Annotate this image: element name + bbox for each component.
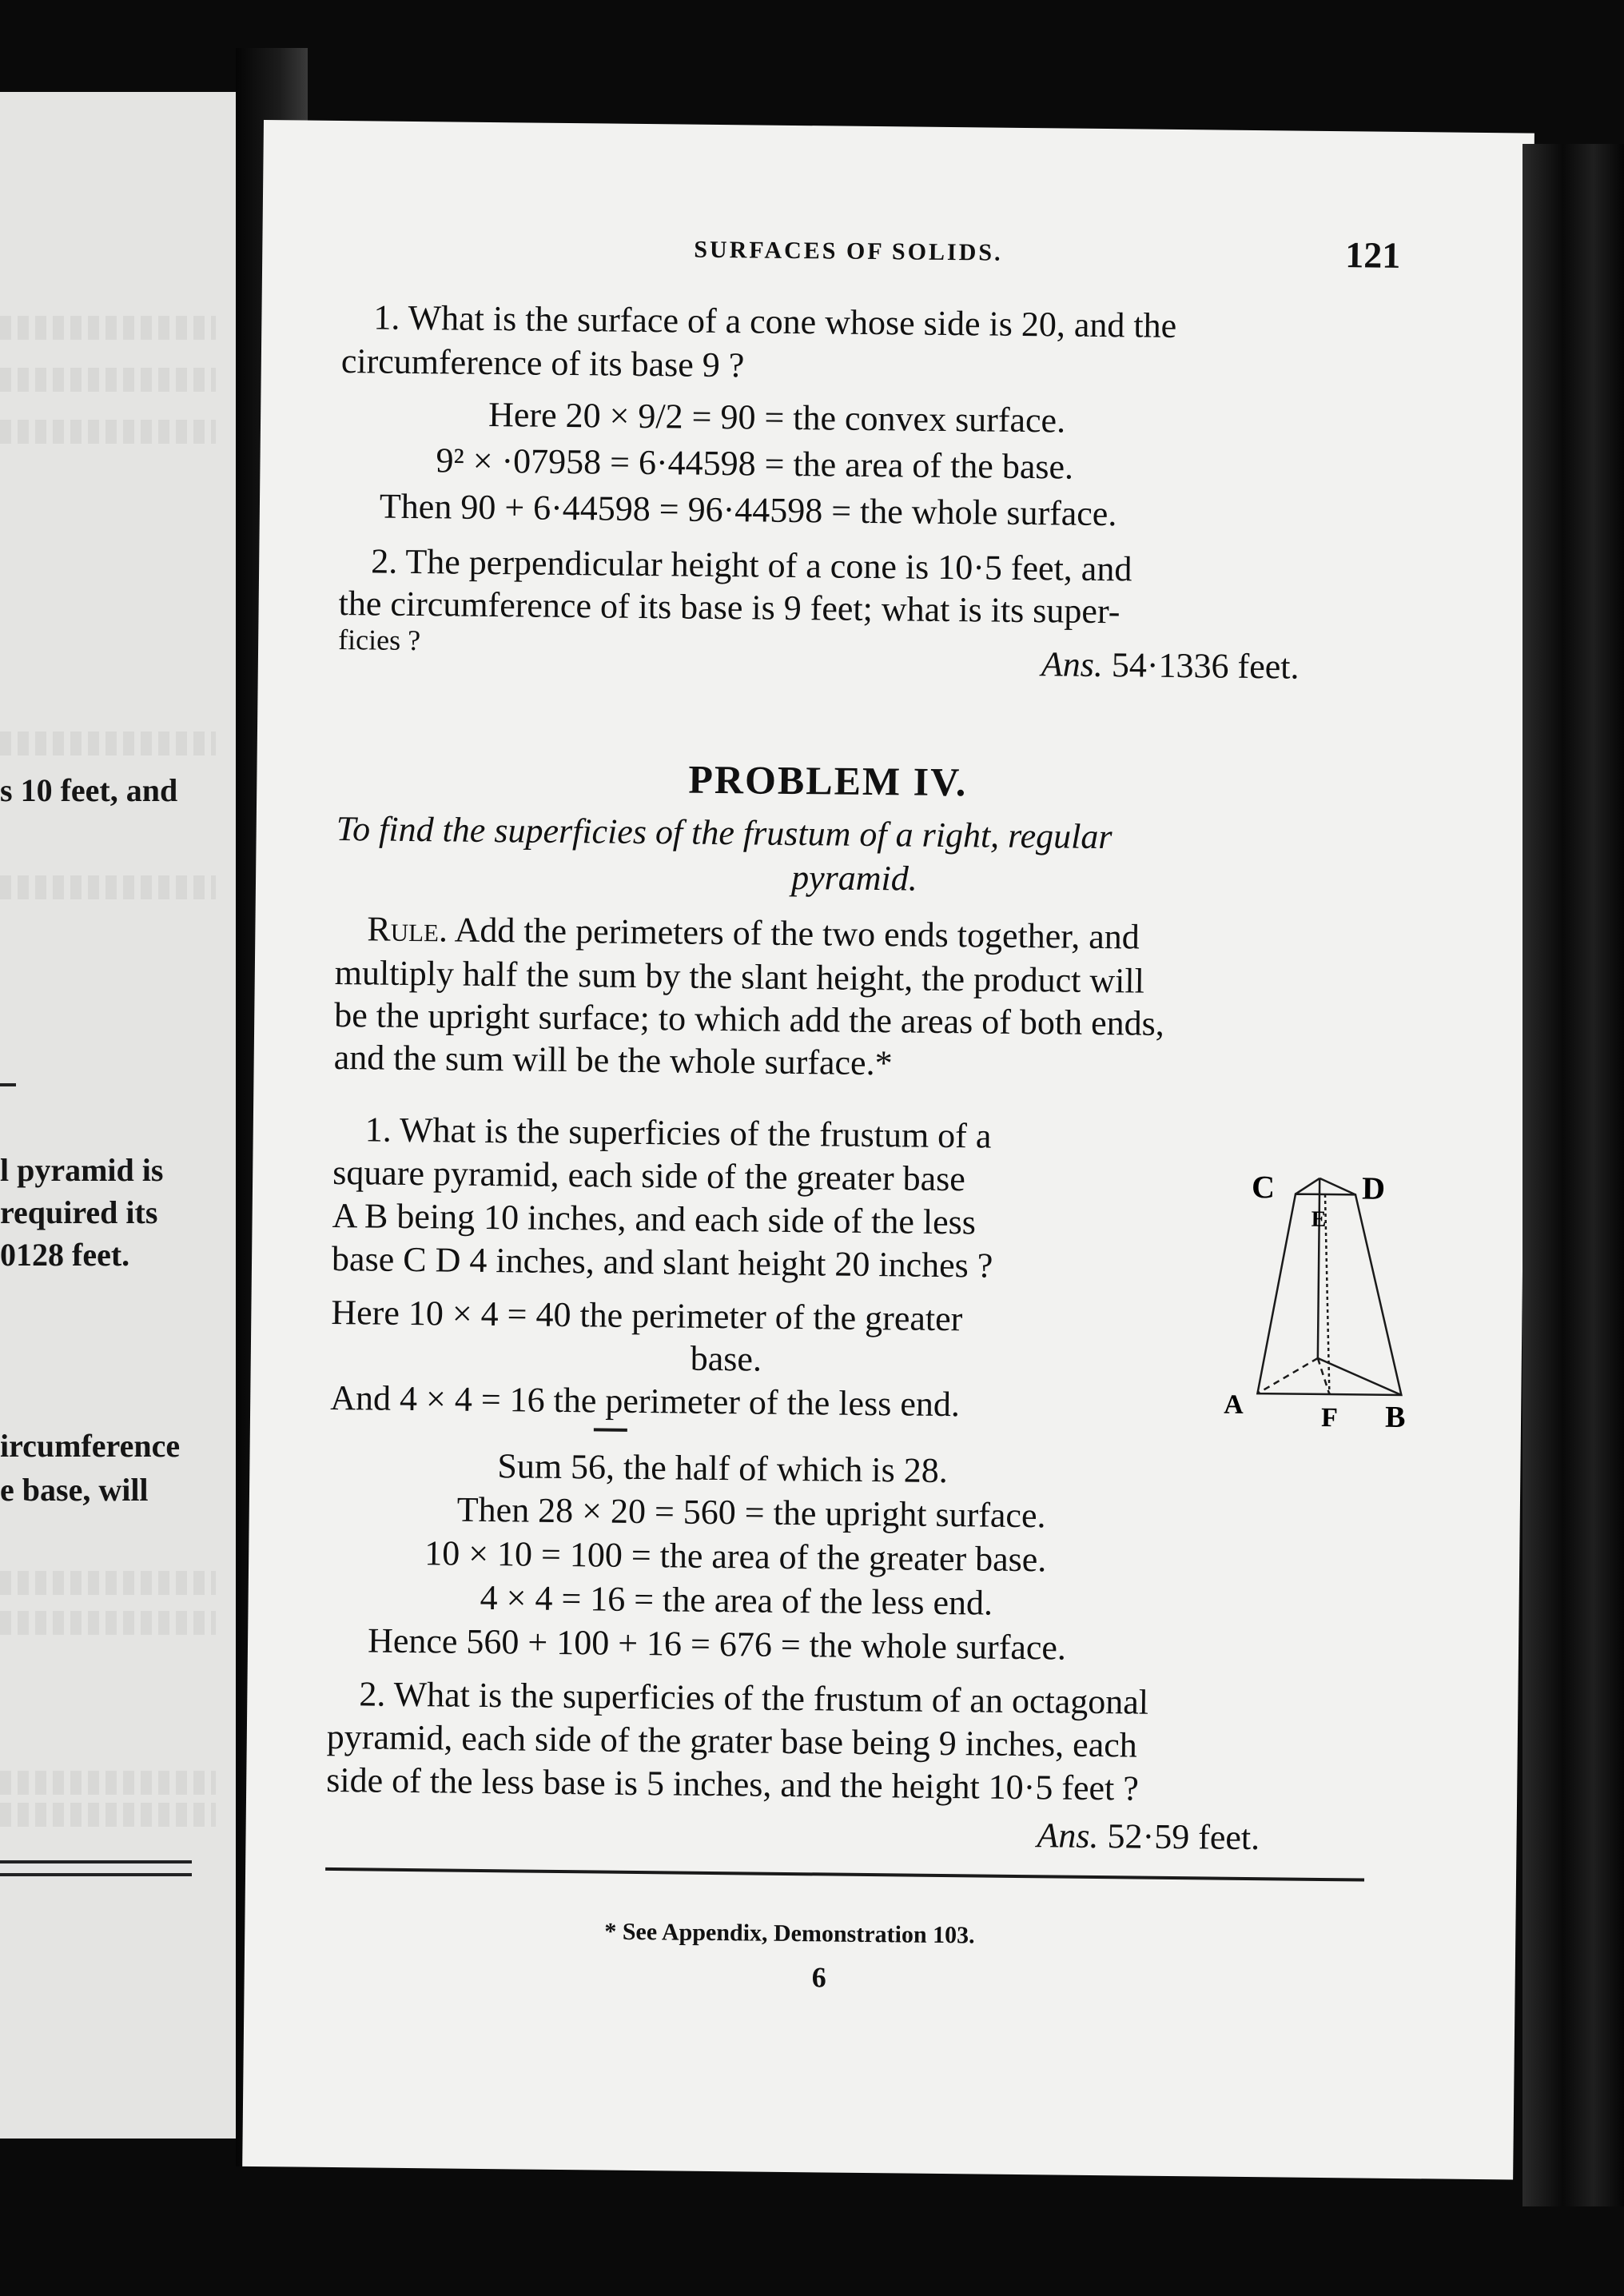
work-line: base. (690, 1338, 762, 1379)
question-line: square pyramid, each side of the greater base (332, 1152, 966, 1199)
faint-text-line (0, 420, 216, 444)
faint-text-line (0, 731, 216, 755)
work-line: Here 10 × 4 = 40 the perimeter of the greater (331, 1292, 963, 1339)
answer (1037, 1815, 1260, 1860)
question-line: base C D 4 inches, and slant height 20 inches ? (331, 1238, 993, 1286)
frustum-edge (1317, 1358, 1401, 1395)
problem-heading: PROBLEM IV. (688, 756, 968, 805)
page-content (326, 121, 1431, 1994)
problem-statement: To find the superficies of the frustum of a right, regular (336, 808, 1113, 857)
page-edge-shadow (1522, 144, 1624, 2206)
faint-text-line (0, 875, 216, 899)
question-line: pyramid, each side of the grater base being 9 inches, each (326, 1716, 1138, 1765)
rule-line (367, 908, 1140, 959)
work-line: And 4 × 4 = 16 the perimeter of the less end. (330, 1377, 961, 1425)
footnote-rule (325, 1867, 1364, 1882)
rule-line: be the upright surface; to which add the areas of both ends, (334, 995, 1165, 1043)
answer-value: 54·1336 feet. (1111, 645, 1300, 687)
question-line: A B being 10 inches, and each side of the less (332, 1195, 977, 1242)
footnote: * See Appendix, Demonstration 103. (604, 1918, 975, 1949)
faint-text-line (0, 368, 216, 392)
rule-label: Rule. (367, 909, 448, 950)
question-line: side of the less base is 5 inches, and the height 10·5 feet ? (326, 1760, 1140, 1808)
rule-line: and the sum will be the whole surface.* (333, 1037, 893, 1083)
left-fragment: required its (0, 1194, 158, 1230)
rule-text: Add the perimeters of the two ends together, and (454, 910, 1140, 957)
work-line: Hence 560 + 100 + 16 = 676 = the whole surface. (367, 1620, 1067, 1668)
question-line: the circumference of its base is 9 feet; what is its super- (338, 584, 1120, 632)
answer-label: Ans. (1037, 1816, 1099, 1856)
page-number: 121 (1345, 234, 1401, 276)
faint-text-line (0, 1571, 216, 1595)
left-fragment: ircumference (0, 1428, 181, 1464)
work-line: 10 × 10 = 100 = the area of the greater base. (424, 1533, 1047, 1580)
label-c: C (1251, 1169, 1276, 1206)
faint-text-line (0, 1611, 216, 1635)
question-line: 1. What is the surface of a cone whose side is 20, and the (373, 297, 1177, 345)
faint-text-line (0, 316, 216, 340)
left-fragment: 0128 feet. (0, 1237, 130, 1273)
question-line: ficies ? (337, 624, 421, 657)
running-title: SURFACES OF SOLIDS. (694, 236, 1003, 266)
question-line: 2. What is the superficies of the frustum of an octagonal (359, 1674, 1149, 1722)
work-line: Then 90 + 6·44598 = 96·44598 = the whole surface. (379, 486, 1117, 534)
left-rule (0, 1083, 16, 1086)
faint-text-line (0, 1771, 216, 1795)
rule-line: multiply half the sum by the slant height, the product will (334, 952, 1145, 1001)
left-fragment: e base, will (0, 1472, 149, 1508)
left-rule (0, 1873, 192, 1876)
problem-statement: pyramid. (790, 857, 918, 899)
book-page (242, 120, 1534, 2180)
frustum-edge (1318, 1178, 1320, 1358)
work-line: Here 20 × 9/2 = 90 = the convex surface. (488, 394, 1066, 440)
left-facing-page (0, 92, 236, 2139)
sum-rule (594, 1428, 627, 1431)
work-line: 4 × 4 = 16 = the area of the less end. (480, 1577, 993, 1623)
work-line: Sum 56, the half of which is 28. (497, 1446, 949, 1491)
work-line: Then 28 × 20 = 560 = the upright surface. (456, 1489, 1046, 1536)
answer-label: Ans. (1041, 644, 1104, 685)
hidden-edge (1257, 1357, 1317, 1394)
question-line: 2. The perpendicular height of a cone is 10·5 feet, and (370, 541, 1132, 589)
frustum-diagram (1217, 1154, 1412, 1443)
frustum-edge (1296, 1178, 1320, 1194)
faint-text-line (0, 1803, 216, 1827)
frustum-edge (1320, 1178, 1355, 1194)
left-fragment: l pyramid is (0, 1152, 164, 1188)
question-line: circumference of its base 9 ? (340, 341, 745, 385)
label-d: D (1361, 1170, 1386, 1206)
question-line: 1. What is the superficies of the frustum of a (364, 1110, 992, 1156)
signature-mark: 6 (811, 1961, 826, 1994)
label-a: A (1224, 1389, 1244, 1420)
answer-value: 52·59 feet. (1107, 1816, 1260, 1858)
left-rule (0, 1860, 192, 1864)
label-f: F (1320, 1402, 1339, 1433)
left-fragment: s 10 feet, and (0, 772, 178, 808)
work-line: 9² × ·07958 = 6·44598 = the area of the base. (436, 440, 1074, 487)
label-e: E (1311, 1206, 1327, 1232)
label-b: B (1384, 1400, 1406, 1435)
answer (1041, 644, 1300, 688)
